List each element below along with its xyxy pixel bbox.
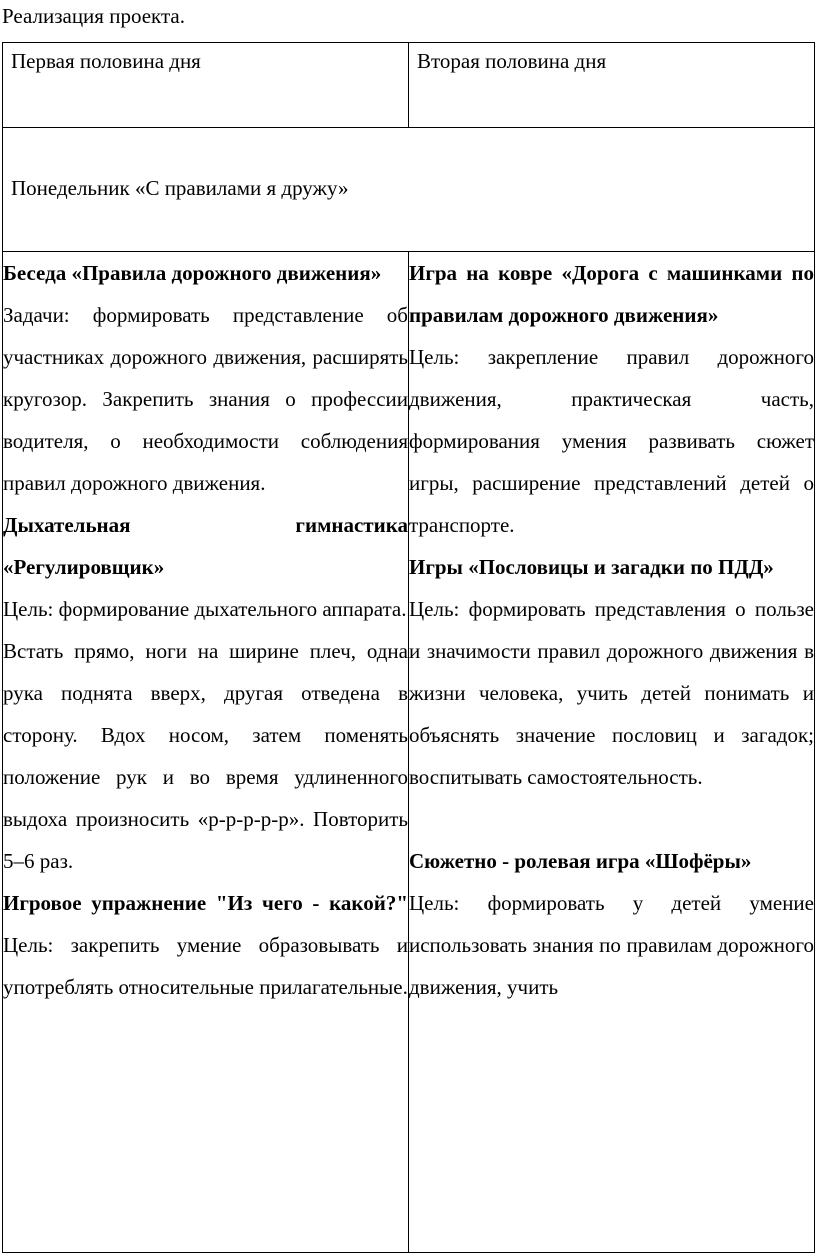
activity-conversation-title: Беседа «Правила дорожного движения» xyxy=(3,261,382,285)
first-half-label: Первая половина дня xyxy=(11,49,201,73)
day-label: Понедельник «С правилами я дружу» xyxy=(11,176,349,200)
activity-proverbs-text: Цель: формировать представления о пользе и значимости правил дорожного движения в жизни человека, учить детей понимать и объяснять значение пословиц и загадок; воспитывать самостоятельность. xyxy=(409,597,814,789)
first-half-activities xyxy=(3,252,409,1253)
activities-row xyxy=(3,252,815,1253)
activity-breathing-text: Встать прямо, ноги на ширине плеч, одна рука поднята вверх, другая отведена в сторону. Вдох носом, затем поменять положение рук и во время удлиненного выдоха произносить «р-р-р-р-р». Повторить 5–6 раз. xyxy=(3,639,408,873)
second-half-activities xyxy=(409,252,815,1253)
day-cell xyxy=(3,128,815,252)
header-row xyxy=(3,43,815,128)
activity-role-play-title: Сюжетно - ролевая игра «Шофёры» xyxy=(409,849,752,873)
spacer xyxy=(409,798,814,840)
project-plan-table xyxy=(2,42,815,1253)
activity-exercise-title: Игровое упражнение "Из чего - какой?" xyxy=(3,891,408,915)
page-title: Реализация проекта. xyxy=(2,4,185,28)
day-row xyxy=(3,128,815,252)
activity-breathing-title: Дыхательная гимнастика «Регулировщик» xyxy=(3,513,408,579)
second-half-label: Вторая половина дня xyxy=(417,49,607,73)
header-cell-second-half xyxy=(409,43,815,128)
activity-exercise-paragraph xyxy=(3,882,408,1008)
activity-carpet-game-title: Игра на ковре «Дорога с машинками по правилам дорожного движения» xyxy=(409,261,814,327)
activity-breathing-goal: Цель: формирование дыхательного аппарата. xyxy=(3,597,407,621)
activity-carpet-game-text: Цель: закрепление правил дорожного движения, практическая часть, формирования умения развивать сюжет игры, расширение представлений детей о транспорте. xyxy=(409,345,814,537)
activity-exercise-text: Цель: закрепить умение образовывать и употреблять относительные прилагательные. xyxy=(3,933,408,999)
header-cell-first-half xyxy=(3,43,409,128)
activity-conversation-text: Задачи: формировать представление об участниках дорожного движения, расширять кругозор. Закрепить знания о профессии водителя, о необходимости соблюдения правил дорожного движения. xyxy=(3,303,408,495)
activity-proverbs-title: Игры «Пословицы и загадки по ПДД» xyxy=(409,555,774,579)
activity-role-play-text: Цель: формировать у детей умение использовать знания по правилам дорожного движения, учить xyxy=(409,891,814,999)
